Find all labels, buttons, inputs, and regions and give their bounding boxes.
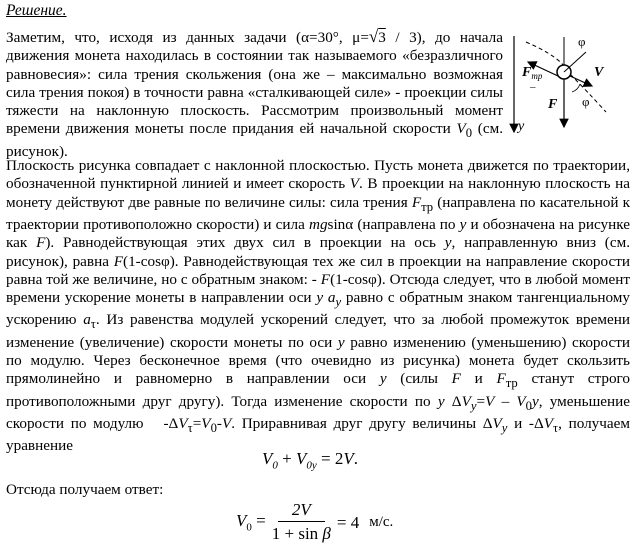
y-axis-label: y bbox=[518, 119, 525, 134]
tangent-reference bbox=[564, 52, 586, 72]
answer-unit: м/с. bbox=[369, 514, 394, 530]
fraction-numerator: 2V bbox=[278, 500, 325, 522]
equation-velocity-balance: $V_0 + V_{0y} = 2V$. bbox=[262, 449, 358, 472]
minus-mark: – bbox=[530, 81, 536, 93]
velocity-arrow bbox=[570, 76, 592, 86]
fraction-denominator: 1 + sin β bbox=[271, 524, 331, 543]
velocity-label: V bbox=[594, 65, 604, 80]
phi-top-label: φ bbox=[578, 34, 586, 49]
force-diagram bbox=[506, 32, 632, 142]
answer-result: = 4 bbox=[336, 512, 360, 532]
answer-intro: Отсюда получаем ответ: bbox=[6, 481, 164, 498]
force-f-label: F bbox=[548, 97, 558, 112]
angle-arc bbox=[572, 84, 580, 92]
intro-paragraph: Заметим, что, исходя из данных задачи (α=30°, μ=√3 / 3), до начала движения монета находилась в состоянии так называемого «безразличного равновесия»: сила трения скольжения (она же – максимально возможная сила трения покоя) в точности равна «сталкивающей силе» - проекции силы тяжести на наклонную плоскость. Рассмотрим произвольный момент времени движения монеты после придания ей начальной скорости $V_0$ (см. рисунок). bbox=[6, 27, 503, 160]
phi-bottom-label: φ bbox=[582, 94, 590, 109]
answer-equation: $V_0$ = $\frac{2V}{\text{1 + sin β}}$ = 4 м/с. bbox=[236, 500, 394, 543]
main-paragraph: Плоскость рисунка совпадает с наклонной плоскостью. Пусть монета движется по траектории, обозначенной пунктирной линией и имеет скорость V. В проекции на наклонную плоскость на монету действуют две равные по величине силы: сила трения $F_{тр}$ (направлена по касательной к траектории противоположно скорости) и сила mgsinα (направлена по y и обозначена на рисунке как F). Равнодействующая этих двух сил в проекции на ось y, направленную вниз (см. рисунок), равна F(1-cosφ). Равнодействующая тех же сил в проекции на направление скорости равна той же величине, но с обратным знаком: - F(1-cosφ). Отсюда следует, что в любой момент времени ускорение монеты в направлении оси y $a_y$ равно с обратным знаком тангенциальному ускорению $a_\tau$. Из равенства модулей ускорений следует, что за любой промежуток времени изменение (увеличение) скорости монеты по оси y равно изменению (уменьшению) скорости по модулю. Через бесконечное время (что очевидно из рисунка) монета будет скользить прямолинейно и равномерно в направлении оси y (силы F и $F_{тр}$ станут строго противоположными друг другу). Тогда изменение скорости по y $\Delta V_y=V - V_0y$, уменьшение скорости по модулю $-\Delta V_\tau=V_0-V$. Приравнивая друг другу величины $\Delta V_y$ и $-\Delta V_\tau$, получаем уравнение bbox=[6, 157, 631, 455]
friction-label: $F_{тр}$ bbox=[522, 65, 543, 81]
answer-fraction bbox=[272, 500, 331, 545]
solution-heading: Решение. bbox=[6, 2, 67, 19]
